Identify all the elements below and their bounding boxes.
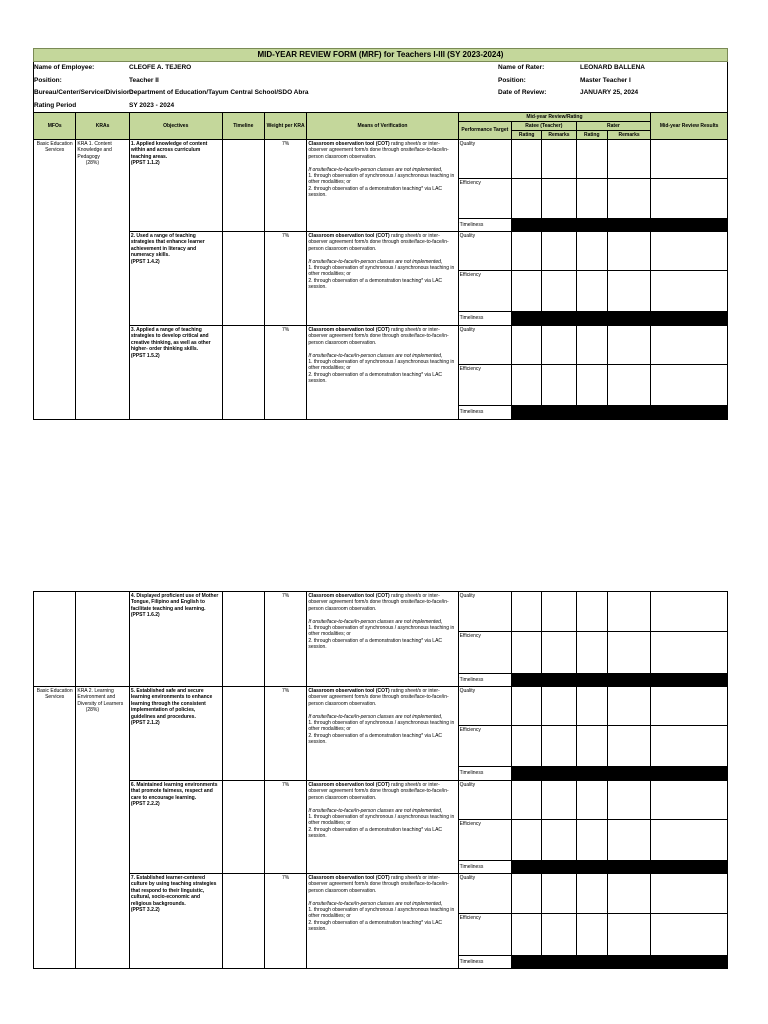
rating-input-cell[interactable] xyxy=(542,232,576,271)
rating-input-cell[interactable] xyxy=(512,726,542,767)
position-value: Teacher II xyxy=(129,77,159,84)
rating-input-cell[interactable] xyxy=(542,140,576,179)
rating-input-cell[interactable] xyxy=(607,326,650,365)
target-timeliness: Timeliness xyxy=(458,406,511,420)
rating-input-cell[interactable] xyxy=(607,874,650,914)
mov-cell: Classroom observation tool (COT) rating sheet/s or inter-observer agreement form/s done through onsite/face-to-face/in- person classroom observation. If onsite/face-to-face/in-person classes are not implemented, 1. through observation of synchronous / asynchronous teaching in other modalities; or 2. through observation of a demonstration teaching* via LAC session. xyxy=(307,140,458,232)
rating-input-cell[interactable] xyxy=(542,326,576,365)
blocked-cell xyxy=(542,861,576,874)
rating-input-cell[interactable] xyxy=(576,874,607,914)
rating-input-cell[interactable] xyxy=(512,687,542,726)
col-ratee: Ratee (Teacher) xyxy=(512,122,577,131)
rating-input-cell[interactable] xyxy=(576,592,607,632)
target-efficiency: Efficiency xyxy=(458,365,511,406)
review-table-page1 xyxy=(33,112,728,420)
rating-input-cell[interactable] xyxy=(607,632,650,674)
rating-input-cell[interactable] xyxy=(542,592,576,632)
rating-input-cell[interactable] xyxy=(512,271,542,312)
blocked-cell xyxy=(651,406,728,420)
rating-input-cell[interactable] xyxy=(607,687,650,726)
blocked-cell xyxy=(651,312,728,326)
rating-input-cell[interactable] xyxy=(607,781,650,820)
target-quality: Quality xyxy=(458,592,511,632)
rating-input-cell[interactable] xyxy=(512,632,542,674)
mov-cot: Classroom observation tool (COT) xyxy=(308,782,390,788)
rating-input-cell[interactable] xyxy=(576,140,607,179)
objective-row xyxy=(34,781,728,820)
kra-cell-empty xyxy=(76,592,129,687)
employee-label: Name of Employee: xyxy=(34,64,95,71)
objective-row xyxy=(34,140,728,179)
blocked-cell xyxy=(607,674,650,687)
col-kras: KRAs xyxy=(76,113,129,140)
objective-row xyxy=(34,592,728,632)
weight-cell: 7% xyxy=(264,874,306,969)
rating-input-cell[interactable] xyxy=(512,140,542,179)
objective-cell: 1. Applied knowledge of content within and across curriculum teaching areas. (PPST 1.1.2) xyxy=(129,140,222,232)
target-timeliness: Timeliness xyxy=(458,674,511,687)
weight-cell: 7% xyxy=(264,326,306,420)
col-rater: Rater xyxy=(576,122,651,131)
target-efficiency: Efficiency xyxy=(458,820,511,861)
rating-input-cell[interactable] xyxy=(607,726,650,767)
results-cell[interactable] xyxy=(651,781,728,820)
blocked-cell xyxy=(512,861,542,874)
timeline-cell[interactable] xyxy=(222,232,264,326)
blocked-cell xyxy=(576,406,607,420)
date-label: Date of Review: xyxy=(498,89,547,96)
mov-cell: Classroom observation tool (COT) rating sheet/s or inter-observer agreement form/s done through onsite/face-to-face/in- person classroom observation. If onsite/face-to-face/in-person classes are not implemented, 1. through observation of synchronous / asynchronous teaching in other modalities; or 2. through observation of a demonstration teaching* via LAC session. xyxy=(307,326,458,420)
blocked-cell xyxy=(512,406,542,420)
position-label: Position: xyxy=(34,77,62,84)
results-cell[interactable] xyxy=(651,632,728,674)
target-quality: Quality xyxy=(458,232,511,271)
rating-input-cell[interactable] xyxy=(576,232,607,271)
rating-input-cell[interactable] xyxy=(576,179,607,219)
target-timeliness: Timeliness xyxy=(458,861,511,874)
target-quality: Quality xyxy=(458,326,511,365)
weight-cell: 7% xyxy=(264,232,306,326)
mov-cot: Classroom observation tool (COT) xyxy=(308,875,390,881)
rating-input-cell[interactable] xyxy=(512,874,542,914)
mfo-cell: Basic Education Services xyxy=(34,140,76,420)
col-midyear: Mid-year Review/Rating xyxy=(458,113,651,122)
col-rater-remarks: Remarks xyxy=(607,131,650,140)
blocked-cell xyxy=(512,956,542,969)
date-value: JANUARY 25, 2024 xyxy=(580,89,639,96)
bureau-label: Bureau/Center/Service/Division: xyxy=(34,89,133,96)
rating-input-cell[interactable] xyxy=(607,365,650,406)
rating-input-cell[interactable] xyxy=(512,326,542,365)
rater-position-value: Master Teacher I xyxy=(580,77,631,84)
rating-input-cell[interactable] xyxy=(542,687,576,726)
weight-cell: 7% xyxy=(264,781,306,874)
mov-cot: Classroom observation tool (COT) xyxy=(308,233,390,239)
target-efficiency: Efficiency xyxy=(458,726,511,767)
blocked-cell xyxy=(607,406,650,420)
timeline-cell[interactable] xyxy=(222,140,264,232)
mov-cell: Classroom observation tool (COT) rating sheet/s or inter-observer agreement form/s done through onsite/face-to-face/in- person classroom observation. If onsite/face-to-face/in-person classes are not implemented, 1. through observation of synchronous / asynchronous teaching in other modalities; or 2. through observation of a demonstration teaching* via LAC session. xyxy=(307,687,458,781)
rating-input-cell[interactable] xyxy=(607,820,650,861)
blocked-cell xyxy=(607,861,650,874)
timeline-cell[interactable] xyxy=(222,687,264,781)
rating-input-cell[interactable] xyxy=(512,592,542,632)
blocked-cell xyxy=(542,406,576,420)
timeline-cell[interactable] xyxy=(222,592,264,687)
target-efficiency: Efficiency xyxy=(458,632,511,674)
rating-input-cell[interactable] xyxy=(542,271,576,312)
rating-input-cell[interactable] xyxy=(542,820,576,861)
col-performance-target: Performance Target xyxy=(458,122,511,140)
blocked-cell xyxy=(542,219,576,232)
rating-input-cell[interactable] xyxy=(607,232,650,271)
blocked-cell xyxy=(651,861,728,874)
mov-cot: Classroom observation tool (COT) xyxy=(308,593,390,599)
rating-input-cell[interactable] xyxy=(542,914,576,956)
rating-input-cell[interactable] xyxy=(512,820,542,861)
weight-cell: 7% xyxy=(264,687,306,781)
blocked-cell xyxy=(512,767,542,781)
rating-input-cell[interactable] xyxy=(576,914,607,956)
rating-input-cell[interactable] xyxy=(607,592,650,632)
form-title: MID-YEAR REVIEW FORM (MRF) for Teachers I-III (SY 2023-2024) xyxy=(33,48,728,62)
employee-value: CLEOFE A. TEJERO xyxy=(129,64,192,71)
mov-cell: Classroom observation tool (COT) rating sheet/s or inter-observer agreement form/s done through onsite/face-to-face/in- person classroom observation. If onsite/face-to-face/in-person classes are not implemented, 1. through observation of synchronous / asynchronous teaching in other modalities; or 2. through observation of a demonstration teaching* via LAC session. xyxy=(307,232,458,326)
col-ratee-remarks: Remarks xyxy=(542,131,576,140)
target-quality: Quality xyxy=(458,140,511,179)
col-weight: Weight per KRA xyxy=(264,113,306,140)
target-timeliness: Timeliness xyxy=(458,312,511,326)
blocked-cell xyxy=(651,956,728,969)
results-cell[interactable] xyxy=(651,232,728,271)
results-cell[interactable] xyxy=(651,271,728,312)
rating-input-cell[interactable] xyxy=(512,365,542,406)
mfo-cell-empty xyxy=(34,592,76,687)
mov-cell: Classroom observation tool (COT) rating sheet/s or inter-observer agreement form/s done through onsite/face-to-face/in- person classroom observation. If onsite/face-to-face/in-person classes are not implemented, 1. through observation of synchronous / asynchronous teaching in other modalities; or 2. through observation of a demonstration teaching* via LAC session. xyxy=(307,781,458,874)
timeline-cell[interactable] xyxy=(222,326,264,420)
rating-input-cell[interactable] xyxy=(512,781,542,820)
rating-input-cell[interactable] xyxy=(542,781,576,820)
blocked-cell xyxy=(512,312,542,326)
review-table-page2 xyxy=(33,591,728,969)
rating-input-cell[interactable] xyxy=(512,232,542,271)
target-quality: Quality xyxy=(458,874,511,914)
rating-input-cell[interactable] xyxy=(576,726,607,767)
results-cell[interactable] xyxy=(651,687,728,726)
mov-cell: Classroom observation tool (COT) rating sheet/s or inter-observer agreement form/s done through onsite/face-to-face/in- person classroom observation. If onsite/face-to-face/in-person classes are not implemented, 1. through observation of synchronous / asynchronous teaching in other modalities; or 2. through observation of a demonstration teaching* via LAC session. xyxy=(307,874,458,969)
target-timeliness: Timeliness xyxy=(458,767,511,781)
rating-input-cell[interactable] xyxy=(576,365,607,406)
objective-row xyxy=(34,326,728,365)
weight-cell: 7% xyxy=(264,592,306,687)
objective-cell: 2. Used a range of teaching strategies that enhance learner achievement in literacy and numeracy skills. (PPST 1.4.2) xyxy=(129,232,222,326)
col-results: Mid-year Review Results xyxy=(651,113,728,140)
mov-cot: Classroom observation tool (COT) xyxy=(308,141,390,147)
blocked-cell xyxy=(512,674,542,687)
rating-input-cell[interactable] xyxy=(576,326,607,365)
col-ratee-rating: Rating xyxy=(512,131,542,140)
target-efficiency: Efficiency xyxy=(458,914,511,956)
objective-cell: 5. Established safe and secure learning environments to enhance learning through the consistent implementation of policies, guidelines and procedures. (PPST 2.1.2) xyxy=(129,687,222,781)
blocked-cell xyxy=(542,956,576,969)
objective-row xyxy=(34,874,728,914)
mov-cot: Classroom observation tool (COT) xyxy=(308,688,390,694)
results-cell[interactable] xyxy=(651,874,728,914)
mov-cell: Classroom observation tool (COT) rating sheet/s or inter-observer agreement form/s done through onsite/face-to-face/in- person classroom observation. If onsite/face-to-face/in-person classes are not implemented, 1. through observation of synchronous / asynchronous teaching in other modalities; or 2. through observation of a demonstration teaching* via LAC session. xyxy=(307,592,458,687)
results-cell[interactable] xyxy=(651,140,728,179)
target-timeliness: Timeliness xyxy=(458,219,511,232)
blocked-cell xyxy=(576,861,607,874)
rating-input-cell[interactable] xyxy=(512,914,542,956)
target-efficiency: Efficiency xyxy=(458,179,511,219)
results-cell[interactable] xyxy=(651,326,728,365)
objective-row xyxy=(34,232,728,271)
blocked-cell xyxy=(607,312,650,326)
rating-input-cell[interactable] xyxy=(512,179,542,219)
rater-value: LEONARD BALLENA xyxy=(580,64,645,71)
rater-position-label: Position: xyxy=(498,77,526,84)
rating-input-cell[interactable] xyxy=(576,632,607,674)
blocked-cell xyxy=(542,312,576,326)
rater-label: Name of Rater: xyxy=(498,64,545,71)
blocked-cell xyxy=(576,767,607,781)
period-value: SY 2023 - 2024 xyxy=(129,102,175,109)
objective-row xyxy=(34,687,728,726)
blocked-cell xyxy=(542,674,576,687)
results-cell[interactable] xyxy=(651,592,728,632)
rating-input-cell[interactable] xyxy=(542,874,576,914)
mfo-cell: Basic Education Services xyxy=(34,687,76,969)
rating-input-cell[interactable] xyxy=(607,140,650,179)
col-timeline: Timeline xyxy=(222,113,264,140)
rating-input-cell[interactable] xyxy=(576,271,607,312)
col-mfos: MFOs xyxy=(34,113,76,140)
results-cell[interactable] xyxy=(651,820,728,861)
blocked-cell xyxy=(607,956,650,969)
objective-cell: 7. Established learner-centered culture by using teaching strategies that respond to their linguistic, cultural, socio-economic and religious backgrounds. (PPST 3.2.2) xyxy=(129,874,222,969)
objective-cell: 4. Displayed proficient use of Mother Tongue, Filipino and English to facilitate teaching and learning. (PPST 1.6.2) xyxy=(129,592,222,687)
results-cell[interactable] xyxy=(651,726,728,767)
rating-input-cell[interactable] xyxy=(607,271,650,312)
objective-cell: 6. Maintained learning environments that promote fairness, respect and care to encourage learning. (PPST 2.2.2) xyxy=(129,781,222,874)
timeline-cell[interactable] xyxy=(222,781,264,874)
rating-input-cell[interactable] xyxy=(607,179,650,219)
blocked-cell xyxy=(512,219,542,232)
results-cell[interactable] xyxy=(651,179,728,219)
blocked-cell xyxy=(607,219,650,232)
rating-input-cell[interactable] xyxy=(542,632,576,674)
kra-cell: KRA 1. Content Knowledge and Pedagogy (28%) xyxy=(76,140,129,420)
rating-input-cell[interactable] xyxy=(576,781,607,820)
col-mov: Means of Verification xyxy=(307,113,458,140)
results-cell[interactable] xyxy=(651,914,728,956)
period-label: Rating Period xyxy=(34,102,77,109)
rating-input-cell[interactable] xyxy=(542,365,576,406)
blocked-cell xyxy=(576,312,607,326)
target-quality: Quality xyxy=(458,687,511,726)
col-objectives: Objectives xyxy=(129,113,222,140)
objective-cell: 3. Applied a range of teaching strategies to develop critical and creative thinking, as well as other higher- order thinking skills. (PPST 1.5.2) xyxy=(129,326,222,420)
blocked-cell xyxy=(651,219,728,232)
rating-input-cell[interactable] xyxy=(576,820,607,861)
rating-input-cell[interactable] xyxy=(542,179,576,219)
blocked-cell xyxy=(607,767,650,781)
blocked-cell xyxy=(651,674,728,687)
timeline-cell[interactable] xyxy=(222,874,264,969)
kra-cell: KRA 2. Learning Environment and Diversity of Learners (28%) xyxy=(76,687,129,969)
rating-input-cell[interactable] xyxy=(607,914,650,956)
target-efficiency: Efficiency xyxy=(458,271,511,312)
target-timeliness: Timeliness xyxy=(458,956,511,969)
blocked-cell xyxy=(576,674,607,687)
weight-cell: 7% xyxy=(264,140,306,232)
bureau-value: Department of Education/Tayum Central School/SDO Abra xyxy=(129,89,309,96)
results-cell[interactable] xyxy=(651,365,728,406)
blocked-cell xyxy=(576,219,607,232)
rating-input-cell[interactable] xyxy=(542,726,576,767)
blocked-cell xyxy=(651,767,728,781)
mov-cot: Classroom observation tool (COT) xyxy=(308,327,390,333)
blocked-cell xyxy=(542,767,576,781)
blocked-cell xyxy=(576,956,607,969)
rating-input-cell[interactable] xyxy=(576,687,607,726)
target-quality: Quality xyxy=(458,781,511,820)
col-rater-rating: Rating xyxy=(576,131,607,140)
